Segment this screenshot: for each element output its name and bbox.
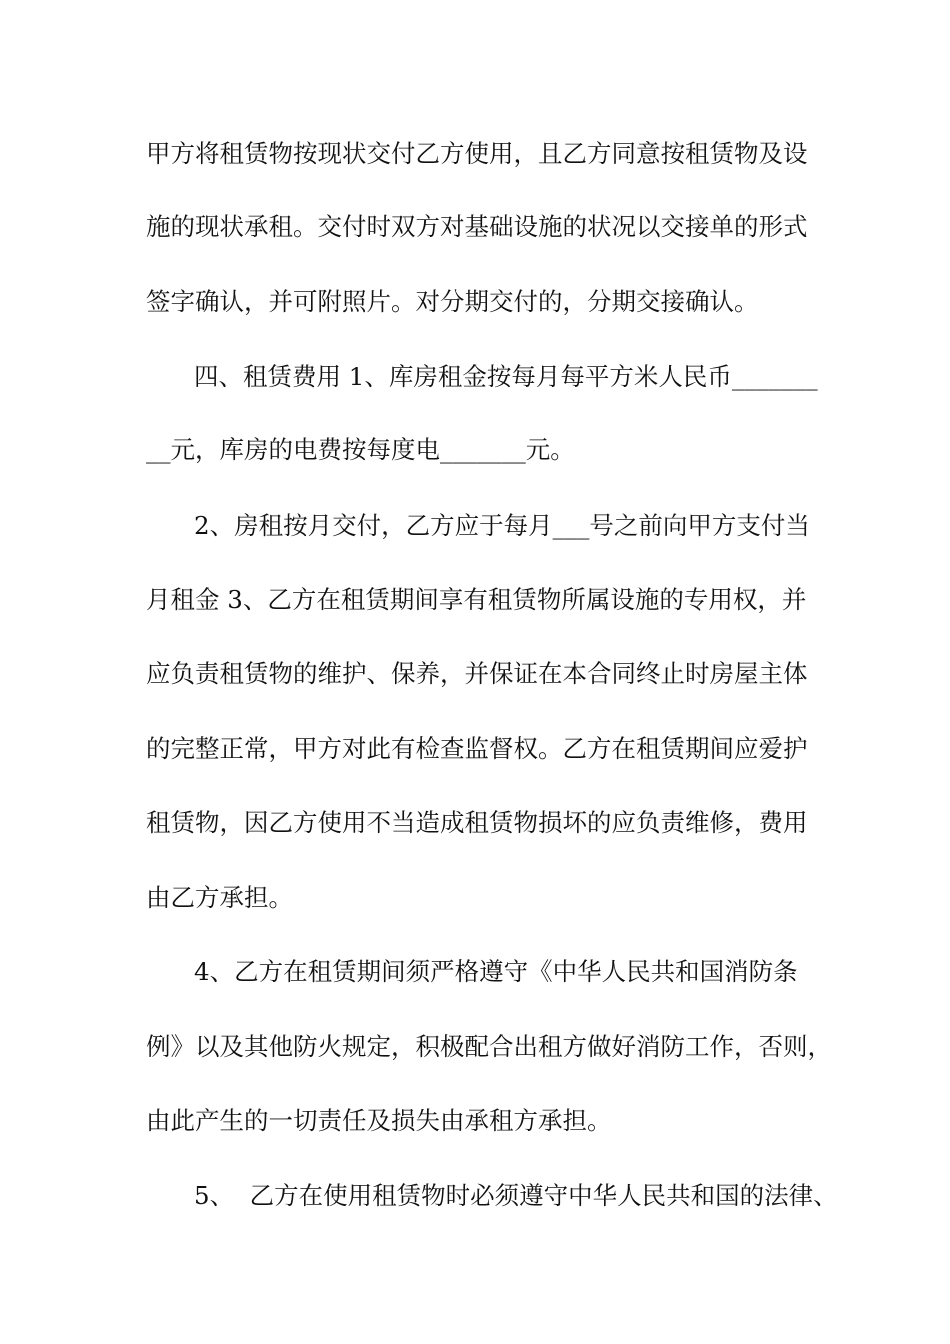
paragraph-line: 例》以及其他防火规定，积极配合出租方做好消防工作，否则， xyxy=(146,1032,832,1061)
paragraph-line: 5、 乙方在使用租赁物时必须遵守中华人民共和国的法律、 xyxy=(194,1181,838,1210)
paragraph-line: 应负责租赁物的维护、保养，并保证在本合同终止时房屋主体 xyxy=(146,659,808,688)
paragraph-line: 甲方将租赁物按现状交付乙方使用，且乙方同意按租赁物及设 xyxy=(146,139,808,168)
paragraph-line: 租赁物，因乙方使用不当造成租赁物损坏的应负责维修，费用 xyxy=(146,808,808,837)
paragraph-line: 签字确认，并可附照片。对分期交付的，分期交接确认。 xyxy=(146,287,759,316)
paragraph-line: 施的现状承租。交付时双方对基础设施的状况以交接单的形式 xyxy=(146,212,808,241)
paragraph-line: 由此产生的一切责任及损失由承租方承担。 xyxy=(146,1106,612,1135)
paragraph-line: 月租金 3、乙方在租赁期间享有租赁物所属设施的专用权，并 xyxy=(146,585,807,614)
paragraph-line: 由乙方承担。 xyxy=(146,883,293,912)
paragraph-line: 四、租赁费用 1、库房租金按每月每平方米人民币_______ xyxy=(194,362,818,391)
paragraph-line: 2、房租按月交付，乙方应于每月___号之前向甲方支付当 xyxy=(194,511,810,540)
paragraph-line: 4、乙方在租赁期间须严格遵守《中华人民共和国消防条 xyxy=(194,957,798,986)
paragraph-line: __元，库房的电费按每度电_______元。 xyxy=(146,435,575,464)
paragraph-line: 的完整正常，甲方对此有检查监督权。乙方在租赁期间应爱护 xyxy=(146,734,808,763)
